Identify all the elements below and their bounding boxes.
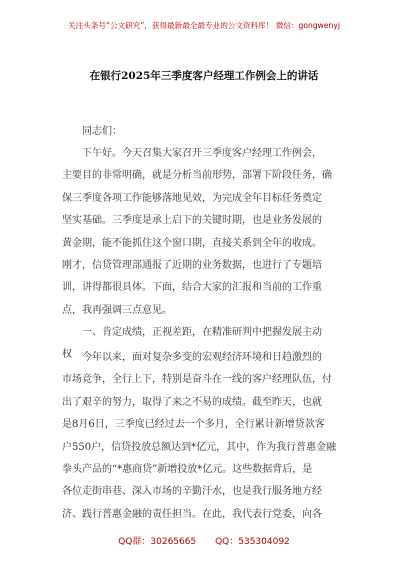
footer-contact — [0, 534, 408, 547]
heading-line: 一、肯定成绩，正视差距，在精准研判中把握发展主动 — [82, 327, 322, 338]
document-title: 在银行2025年三季度客户经理工作例会上的讲话 — [89, 70, 319, 82]
header-banner: 关注头条号“公文研究”，获得最新最全最专业的公文资料库！ 微信：gongwenyj — [68, 21, 340, 30]
paragraph-achievements — [62, 347, 354, 526]
text-line: 下午好。今天召集大家召开三季度客户经理工作例会， — [82, 148, 322, 159]
text-line: 拳头产品的“*惠商贷”新增投放*亿元。这些数据背后，是 — [62, 464, 313, 476]
text-line: 各位走街串巷、深入市场的辛勤汗水，也是我行服务地方经 — [62, 486, 322, 498]
text-line: 市场竞争，全行上下，特别是奋斗在一线的客户经理队伍，付 — [62, 374, 332, 386]
text-line: 保三季度各项工作能够落地见效，为完成全年目标任务奠定 — [62, 192, 322, 204]
footer-qq: QQ：535304092 — [215, 537, 290, 547]
text-line: 是8月6日，三季度已经过去一个多月，全行累计新增贷款客 — [62, 419, 325, 431]
text-line: 点，我再强调三点意见。 — [62, 304, 172, 316]
text-line: 训，讲得都很具体。下面，结合大家的汇报和当前的工作重 — [62, 282, 322, 294]
text-line: 户550户，信贷投放总额达到*亿元，其中，作为我行普惠金融 — [62, 441, 337, 453]
salutation: 同志们： — [82, 126, 122, 137]
text-line: 出了艰辛的努力，取得了来之不易的成绩。截至昨天，也就 — [62, 396, 322, 408]
text-line: 主要目的非常明确，就是分析当前形势，部署下阶段任务，确 — [62, 170, 332, 182]
text-line: 今年以来，面对复杂多变的宏观经济环境和日趋激烈的 — [82, 352, 322, 363]
text-line: 刚才，信贷管理部通报了近期的业务数据，也进行了专题培 — [62, 260, 322, 272]
text-line: 济、践行普惠金融的责任担当。在此，我代表行党委，向各 — [62, 508, 322, 520]
paragraph-opening — [62, 143, 354, 322]
heading-line: 权 — [62, 349, 72, 361]
footer-qq-group: QQ群：30265665 — [118, 537, 197, 547]
text-line: 黄金期，能不能抓住这个窗口期，直接关系到全年的收成。 — [62, 237, 322, 249]
text-line: 坚实基础。三季度是承上启下的关键时期，也是业务发展的 — [62, 215, 322, 227]
